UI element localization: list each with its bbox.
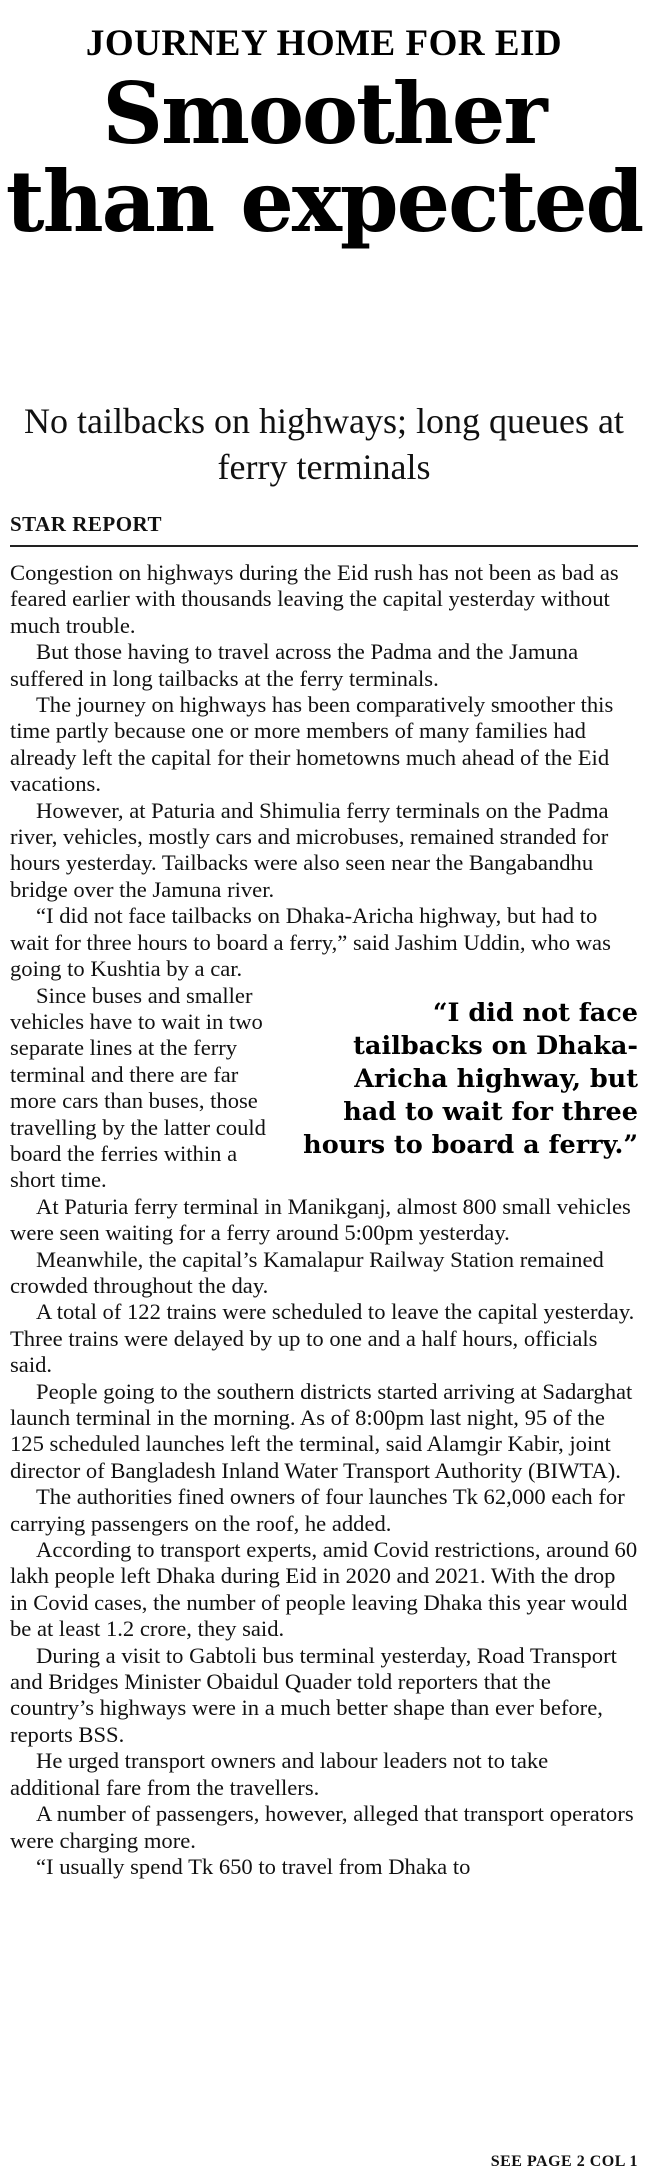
headline: Smoother than expected xyxy=(5,64,643,251)
paragraph: A number of passengers, however, alleged that transport operators were charging more. xyxy=(10,1801,634,1853)
deck: No tailbacks on highways; long queues at ferry terminals xyxy=(24,401,624,487)
continued-jump: SEE PAGE 2 COL 1 xyxy=(490,2153,638,2170)
paragraph: But those having to travel across the Padma and the Jamuna suffered in long tailbacks at the ferry terminals. xyxy=(10,639,579,691)
paragraph: However, at Paturia and Shimulia ferry terminals on the Padma river, vehicles, mostly cars and microbuses, remained stranded for hours yesterday. Tailbacks were also seen near the Bangabandhu bridge over the Jamuna river. xyxy=(10,797,609,902)
paragraph: Meanwhile, the capital’s Kamalapur Railway Station remained crowded throughout the day. xyxy=(10,1246,604,1298)
byline-rule xyxy=(10,545,638,547)
kicker: JOURNEY HOME FOR EID xyxy=(85,23,563,64)
pull-quote: “I did not face tailbacks on Dhaka-Aricha highway, but had to wait for three hours to board a ferry.” xyxy=(303,997,638,1160)
paragraph: At Paturia ferry terminal in Manikganj, almost 800 small vehicles were seen waiting for a ferry around 5:00pm yesterday. xyxy=(10,1193,631,1246)
paragraph: Congestion on highways during the Eid rush has not been as bad as feared earlier with thousands leaving the capital yesterday without much trouble. xyxy=(10,560,619,638)
paragraph: “I did not face tailbacks on Dhaka-Aricha highway, but had to wait for three hours to board a ferry,” said Jashim Uddin, who was going to Kushtia by a car. xyxy=(10,903,611,982)
paragraph: People going to the southern districts started arriving at Sadarghat launch terminal in the morning. As of 8:00pm last night, 95 of the 125 scheduled launches left the terminal, said Alamgir Kabir, joint director of Bangladesh Inland Water Transport Authority (BIWTA). xyxy=(10,1378,633,1483)
paragraph: The journey on highways has been comparatively smoother this time partly because one or more members of many families had already left the capital for their hometowns much ahead of the Eid vacations. xyxy=(10,692,614,797)
byline: STAR REPORT xyxy=(10,512,162,536)
paragraph: Since buses and smaller vehicles have to wait in two separate lines at the ferry terminal and there are far more cars than buses, those travelling by the latter could board the ferries within a short time. xyxy=(10,982,266,1193)
paragraph: According to transport experts, amid Covid restrictions, around 60 lakh people left Dhaka during Eid in 2020 and 2021. With the drop in Covid cases, the number of people leaving Dhaka this year would be at least 1.2 crore, they said. xyxy=(10,1537,638,1642)
paragraph: He urged transport owners and labour leaders not to take additional fare from the travellers. xyxy=(10,1748,549,1800)
paragraph: A total of 122 trains were scheduled to leave the capital yesterday. Three trains were delayed by up to one and a half hours, officials said. xyxy=(10,1299,635,1378)
paragraph: During a visit to Gabtoli bus terminal yesterday, Road Transport and Bridges Minister Obaidul Quader told reporters that the country’s highways were in a much better shape than ever before, reports BSS. xyxy=(10,1642,617,1747)
article-body xyxy=(10,560,638,1880)
paragraph: The authorities fined owners of four launches Tk 62,000 each for carrying passengers on the roof, he added. xyxy=(10,1484,625,1536)
paragraph: “I usually spend Tk 650 to travel from Dhaka to xyxy=(36,1853,471,1879)
